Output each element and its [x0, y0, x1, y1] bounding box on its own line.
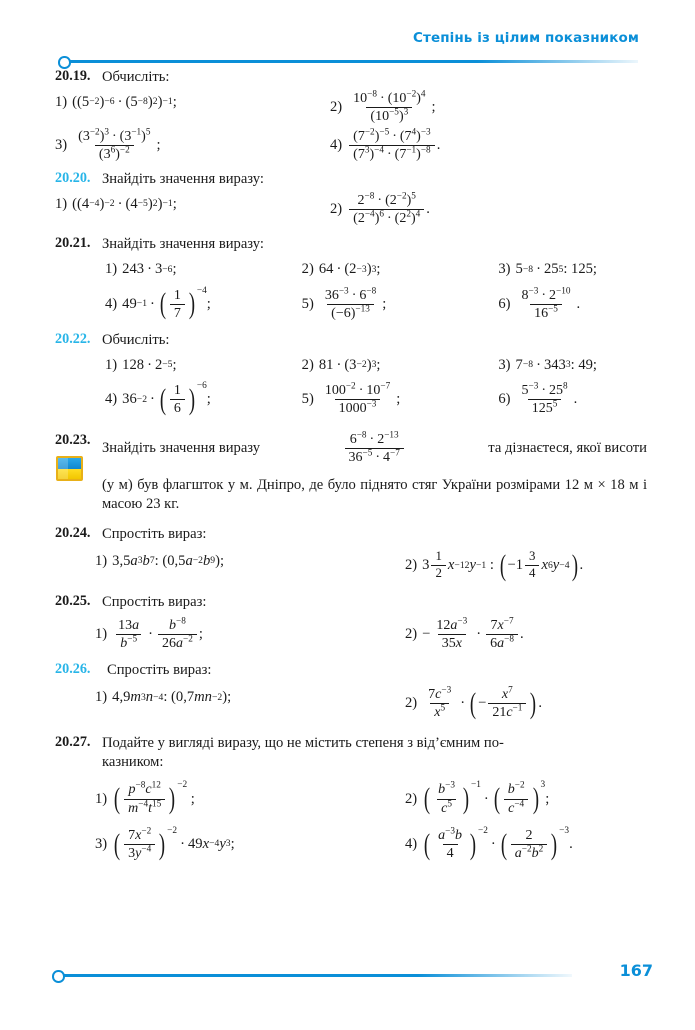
item-expression: 3,5 a 3 b 7 : (0,5 a −2 b 9 ); [112, 552, 225, 569]
item-expression: − $\frac{12a^{-3}}{35x}$ · $\frac{7x^{-7}}{6a^{-8}}$ . [422, 616, 524, 652]
exercise-20-19 [0, 68, 695, 87]
exercise-item [498, 383, 695, 416]
item-expression: $\frac{8^{-3} \cdot 2^{-10}}{16^{-5}}$ . [521, 285, 581, 321]
exercise-item [302, 259, 499, 281]
exercise-item [301, 285, 499, 321]
page-header [0, 30, 695, 68]
exercise-item [105, 285, 302, 321]
exercise-20-22 [0, 331, 695, 350]
exercise-number: 20.27. [55, 733, 91, 750]
exercise-20-19-row-2 [0, 126, 695, 162]
exercise-number: 20.24. [55, 524, 91, 541]
item-expression: $\frac{5^{-3} \cdot 25^8}{125^5}$ . [521, 381, 578, 417]
page-content [0, 68, 695, 861]
exercise-number: 20.20. [55, 169, 91, 186]
item-label: 2) [301, 261, 314, 277]
item-expression: 36 −2 · ( $\frac{1}{6}$ ) −6 ; [122, 381, 211, 417]
exercise-prompt: Обчисліть: [102, 331, 170, 348]
item-label: 1) [55, 93, 68, 110]
exercise-20-21 [0, 235, 695, 254]
item-expression: $\frac{100^{-2} \cdot 10^{-7}}{1000^{-3}}$ ; [324, 381, 401, 417]
exercise-item [55, 193, 330, 215]
item-expression: 5 −8 · 25 5 : 125; [515, 261, 597, 277]
item-label: 3) [498, 356, 511, 373]
exercise-item [302, 383, 499, 416]
exercise-item [55, 126, 330, 162]
item-label: 3) [95, 835, 108, 852]
item-label: 5) [301, 391, 314, 408]
exercise-prompt-text-part1: Знайдіть значення виразу [102, 440, 261, 457]
item-expression: $\frac{(7^{-2})^{-5} \cdot (7^4)^{-3}}{(7^3)^{-4} \cdot (7^{-1})^{-8}}$ . [347, 129, 440, 162]
exercise-item [330, 126, 605, 162]
exercise-item [405, 618, 680, 651]
exercise-item [405, 782, 680, 815]
item-expression: 4,9 m 3 n −4 : (0,7 mn −2 ); [112, 689, 232, 706]
exercise-number: 20.21. [55, 235, 91, 252]
exercise-number: 20.19. [55, 68, 91, 84]
exercise-20-19-row-1 [0, 91, 695, 124]
exercise-20-25 [0, 593, 695, 612]
item-expression: ( $\frac{p^{-8}c^{12}}{m^{-4}t^{15}}$ ) −2 ; [114, 780, 195, 816]
item-label: 2) [330, 99, 343, 116]
item-expression: $\frac{(3^{-2})^3 \cdot (3^{-1})^5}{(3^6)^{-2}}$ ; [78, 126, 161, 162]
item-expression: 64 · (2 −3 ) 3 ; [318, 261, 381, 277]
item-expression: ((4 −4 ) −2 · (4 −5 ) 2 ) −1 ; [72, 195, 177, 212]
item-label: 6) [498, 391, 511, 408]
header-rule [58, 56, 638, 68]
exercise-20-22-row-2 [0, 383, 695, 416]
exercise-prompt-expression: $\frac{6^{-8} \cdot 2^{-13}}{36^{-5} \cdot 4^{-7}}$ [343, 432, 406, 465]
exercise-prompt: Обчисліть: [102, 69, 170, 85]
exercise-prompt: Спростіть вираз: [102, 525, 207, 542]
exercise-item [498, 259, 695, 281]
exercise-item [95, 550, 405, 572]
exercise-number: 20.22. [55, 330, 91, 347]
item-expression: ((5 −2 ) −6 · (5 −8 ) 2 ) −1 ; [72, 93, 177, 110]
item-expression: $\frac{2^{-8} \cdot (2^{-2})^5}{(2^{-4})^6 \cdot (2^2)^4}$ . [347, 193, 430, 226]
item-expression: $\frac{36^{-3} \cdot 6^{-8}}{(-6)^{-13}}$ ; [324, 285, 387, 321]
exercise-prompt: Знайдіть значення виразу: [102, 236, 264, 253]
exercise-item [95, 782, 405, 815]
exercise-20-25-row-1 [0, 618, 695, 651]
item-label: 4) [405, 835, 418, 852]
exercise-20-20 [0, 170, 695, 189]
exercise-20-24 [0, 525, 695, 544]
item-label: 4) [105, 295, 118, 312]
item-expression: ( $\frac{b^{-3}}{c^5}$ ) −1 · ( $\frac{b^{-2}}{c^{-4}}$ ) 3 ; [424, 780, 550, 816]
item-label: 2) [405, 694, 418, 711]
item-label: 2) [405, 790, 418, 807]
item-label: 1) [95, 626, 108, 643]
flag-gloss [58, 458, 68, 479]
exercise-item [405, 825, 680, 861]
exercise-20-21-row-1 [0, 259, 695, 281]
exercise-item [95, 687, 405, 709]
exercise-20-26-row-1 [0, 687, 695, 720]
exercise-number: 20.26. [55, 661, 91, 678]
ukraine-flag-icon [56, 456, 83, 481]
exercise-20-24-row-1 [0, 550, 695, 581]
item-expression: 243 · 3 −6 ; [122, 261, 177, 277]
item-expression: ( $\frac{7x^{-2}}{3y^{-4}}$ ) −2 · 49 x −4 y 3 ; [114, 825, 235, 861]
item-label: 2) [405, 557, 418, 574]
exercise-item [55, 91, 330, 113]
exercise-item [105, 383, 302, 416]
item-label: 4) [330, 136, 343, 153]
exercise-item [498, 354, 695, 376]
exercise-item [302, 354, 499, 376]
footer-rule-dot-icon [52, 970, 65, 983]
item-label: 1) [55, 195, 68, 212]
exercise-20-27 [0, 734, 695, 773]
item-label: 1) [105, 356, 118, 373]
item-label: 6) [498, 295, 511, 312]
page-header-title: Степінь із цілим показником [413, 30, 639, 46]
item-label: 5) [301, 295, 314, 312]
item-expression: 7 −8 · 343 3 : 49; [515, 356, 597, 373]
exercise-20-23 [0, 432, 695, 515]
exercise-prompt: Подайте у вигляді виразу, що не містить степеня з від’ємним по- [102, 734, 504, 751]
item-label: 1) [95, 689, 108, 706]
exercise-prompt: Спростіть вираз: [107, 662, 212, 679]
item-expression: 49 −1 · ( $\frac{1}{7}$ ) −4 ; [122, 285, 211, 321]
exercise-20-22-row-1 [0, 354, 695, 376]
item-label: 3) [55, 136, 68, 153]
header-rule-dot-icon [58, 56, 71, 69]
item-label: 2) [405, 626, 418, 643]
exercise-item [95, 825, 405, 861]
exercise-number: 20.23. [55, 432, 91, 449]
item-expression: 3 $\frac{1}{2}$ x −12 y −1 : ( −1 $\frac{3}{4}$ x 6 y −4 ) . [422, 548, 584, 582]
footer-rule [52, 970, 572, 982]
exercise-20-27-row-1 [0, 782, 695, 815]
item-expression: 128 · 2 −5 ; [122, 356, 177, 373]
exercise-prompt: Знайдіть значення виразу: [102, 170, 264, 187]
item-label: 1) [105, 261, 118, 277]
item-expression: ( $\frac{a^{-3}b}{4}$ ) −2 · ( $\frac{2}{a^{-2}b^2}$ ) −3 . [424, 825, 573, 861]
exercise-prompt-continued: казником: [102, 754, 164, 771]
exercise-item [330, 193, 605, 226]
item-expression: $\frac{13a}{b^{-5}}$ · $\frac{b^{-8}}{26a^{-2}}$ ; [118, 616, 203, 652]
exercise-item [405, 550, 583, 581]
exercise-20-27-row-2 [0, 825, 695, 861]
exercise-item [95, 618, 405, 651]
exercise-20-20-row-1 [0, 193, 695, 226]
exercise-item [405, 687, 680, 720]
exercise-item [330, 91, 605, 124]
exercise-prompt-line [55, 432, 695, 465]
page-footer [0, 961, 695, 992]
footer-rule-line [58, 974, 572, 977]
item-label: 4) [105, 391, 118, 408]
item-label: 2) [301, 356, 314, 373]
exercise-item [498, 285, 695, 321]
exercise-20-21-row-2 [0, 285, 695, 321]
exercise-number: 20.25. [55, 592, 91, 609]
item-label: 1) [95, 790, 108, 807]
exercise-item [105, 259, 302, 281]
exercise-item [105, 354, 302, 376]
item-expression: 81 · (3 −2 ) 3 ; [318, 356, 381, 373]
item-label: 2) [330, 201, 343, 218]
item-expression: $\frac{10^{-8} \cdot (10^{-2})^4}{(10^{-5})^3}$ ; [353, 89, 436, 125]
exercise-prompt: Спростіть вираз: [102, 593, 207, 610]
header-rule-line [64, 60, 638, 63]
exercise-prompt-text-part2: та дізнаєтеся, якої висоти [488, 440, 647, 457]
item-label: 3) [498, 261, 511, 277]
item-label: 1) [95, 552, 108, 569]
exercise-20-23-body: (у м) був флагшток у м. Дніпро, де було піднято стяг України розмірами 12 м × 18 м і масою 23 кг. [102, 476, 647, 513]
page-number: 167 [619, 961, 653, 980]
item-expression: $\frac{7c^{-3}}{x^5}$ · ( − $\frac{x^7}{21c^{-1}}$ ) . [428, 685, 542, 720]
exercise-20-26 [0, 661, 695, 680]
